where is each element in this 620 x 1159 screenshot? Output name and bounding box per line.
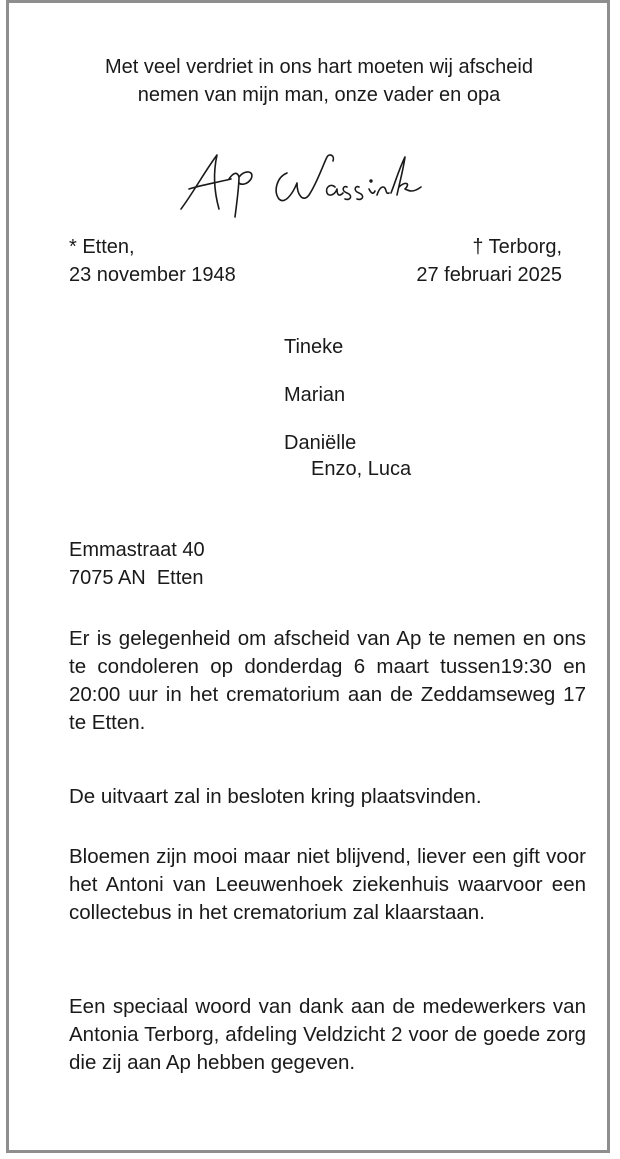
birth-place: * Etten,	[69, 236, 135, 258]
handwritten-name-signature	[159, 143, 459, 223]
death-info	[416, 233, 562, 289]
death-place: † Terborg,	[472, 236, 562, 258]
condolence-paragraph: Er is gelegenheid om afscheid van Ap te nemen en ons te condoleren op donderdag 6 maart tussen19:30 en 20:00 uur in het crematorium aan de Zeddamseweg 17 te Etten.	[69, 627, 586, 734]
thanks-paragraph: Een speciaal woord van dank aan de medewerkers van Antonia Terborg, afdeling Veldzicht 2 voor de goede zorg die zij aan Ap hebben gegeven.	[69, 995, 586, 1074]
birth-info	[69, 233, 236, 289]
intro-line-1: Met veel verdriet in ons hart moeten wij afscheid	[105, 56, 533, 78]
intro-line-2: nemen van mijn man, onze vader en opa	[137, 84, 501, 106]
death-date: 27 februari 2025	[416, 264, 562, 286]
address-street: Emmastraat 40	[69, 539, 205, 561]
birth-date: 23 november 1948	[69, 264, 236, 286]
family-member: Daniëlle	[284, 432, 357, 454]
funeral-paragraph: De uitvaart zal in besloten kring plaatsvinden.	[69, 785, 482, 808]
address-city: 7075 AN Etten	[69, 567, 204, 589]
family-list	[284, 334, 411, 482]
grandchildren: Enzo, Luca	[311, 458, 412, 480]
address	[69, 536, 205, 592]
flowers-paragraph: Bloemen zijn mooi maar niet blijvend, liever een gift voor het Antoni van Leeuwenhoek ziekenhuis waarvoor een collectebus in het crematorium zal klaarstaan.	[69, 845, 586, 924]
intro-text	[49, 53, 589, 109]
family-member: Marian	[284, 384, 346, 406]
family-member: Tineke	[284, 336, 344, 358]
death-notice-card	[6, 0, 610, 1153]
